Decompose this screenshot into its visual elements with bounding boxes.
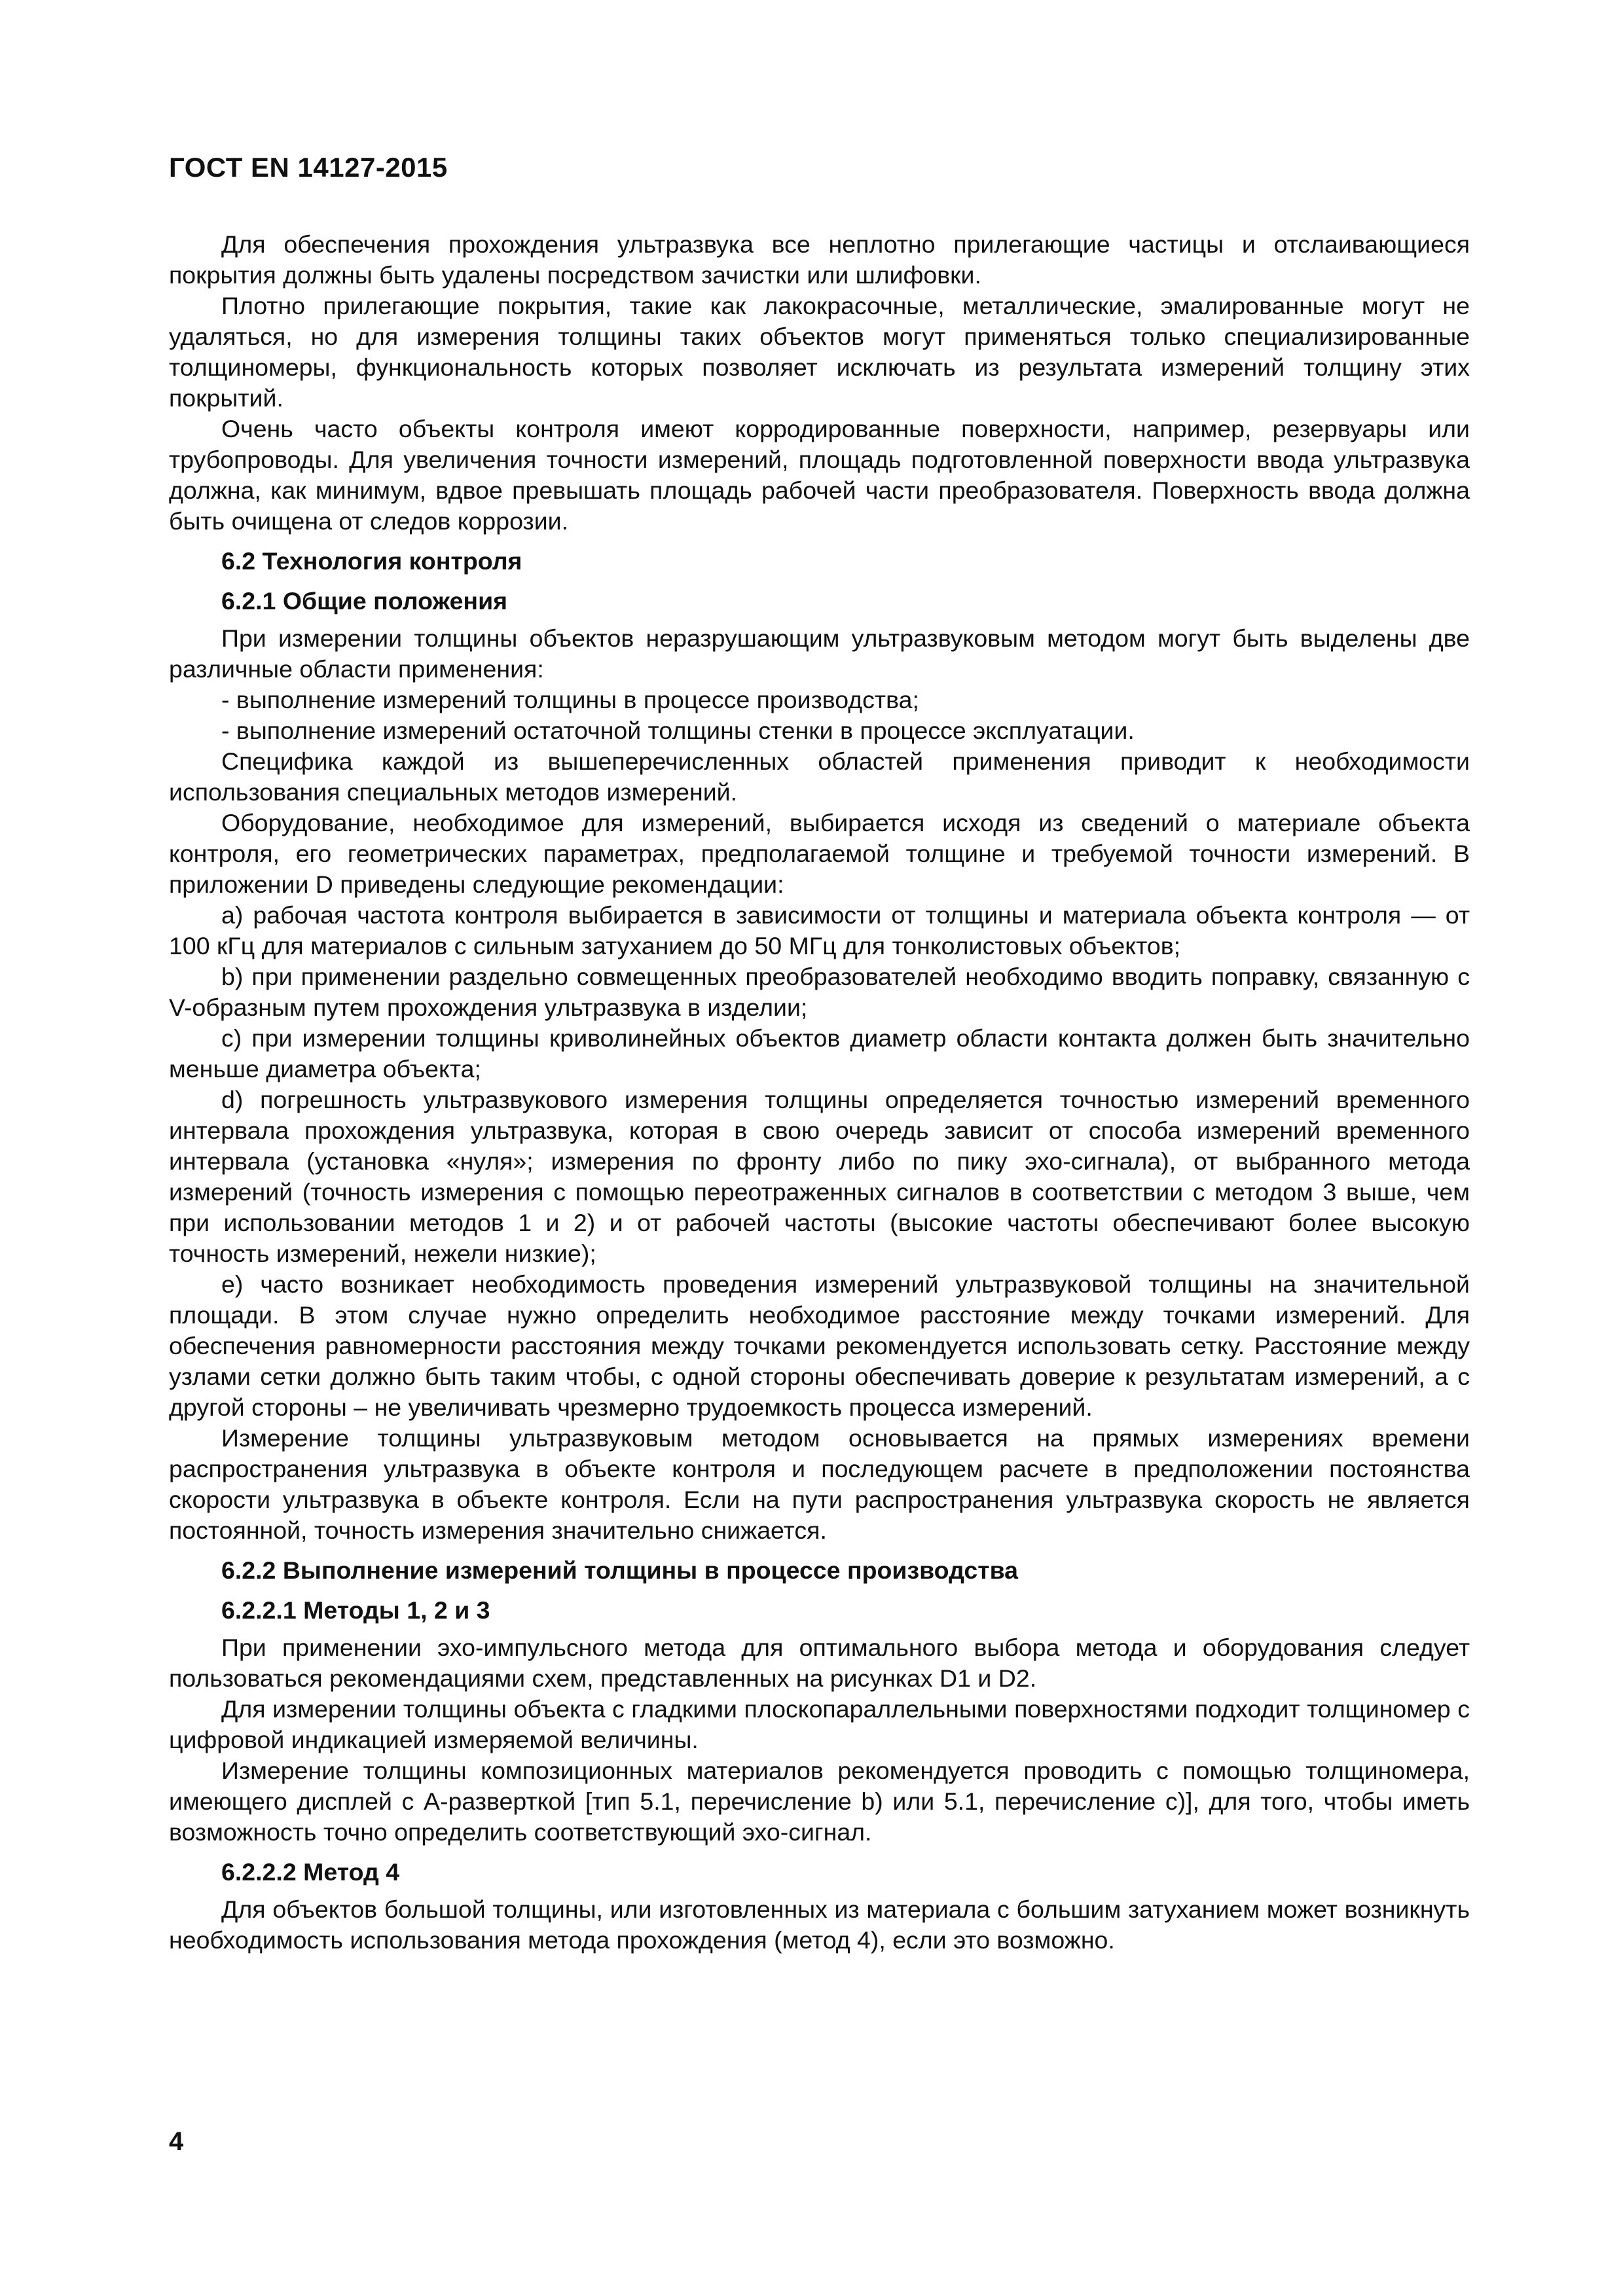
- subsection-heading: 6.2.1 Общие положения: [221, 587, 508, 615]
- list-item: - выполнение измерений толщины в процессе производства;: [221, 686, 919, 713]
- document-header: ГОСТ EN 14127-2015: [169, 152, 448, 183]
- list-item: b) при применении раздельно совмещенных преобразователей необходимо вводить поправку, связанную с V-образным путем прохождения ультразвука в изделии;: [169, 963, 1470, 1021]
- paragraph: Очень часто объекты контроля имеют корродированные поверхности, например, резервуары или трубопроводы. Для увеличения точности измерений, площадь подготовленной поверхности ввода ультразвука должна, как минимум, вдвое превышать площадь рабочей части преобразователя. Поверхность ввода должна быть очищена от следов коррозии.: [169, 415, 1470, 535]
- paragraph: Оборудование, необходимое для измерений, выбирается исходя из сведений о материале объекта контроля, его геометрических параметрах, предполагаемой толщине и требуемой точности измерений. В приложении D приведены следующие рекомендации:: [169, 809, 1470, 898]
- paragraph: При измерении толщины объектов неразрушающим ультразвуковым методом могут быть выделены две различные области применения:: [169, 624, 1470, 683]
- document-body: [169, 229, 1470, 1956]
- paragraph: Для объектов большой толщины, или изготовленных из материала с большим затуханием может возникнуть необходимость использования метода прохождения (метод 4), если это возможно.: [169, 1895, 1470, 1954]
- list-item: d) погрешность ультразвукового измерения толщины определяется точностью измерений временного интервала прохождения ультразвука, которая в свою очередь зависит от способа измерений временного интервала (установка «нуля»; измерения по фронту либо по пику эхо-сигнала), от выбранного метода измерений (точность измерения с помощью переотраженных сигналов в соответствии с методом 3 выше, чем при использовании методов 1 и 2) и от рабочей частоты (высокие частоты обеспечивают более высокую точность измерений, нежели низкие);: [169, 1086, 1470, 1267]
- list-item: e) часто возникает необходимость проведения измерений ультразвуковой толщины на значительной площади. В этом случае нужно определить необходимое расстояние между точками измерений. Для обеспечения равномерности расстояния между точками рекомендуется использовать сетку. Расстояние между узлами сетки должно быть таким чтобы, с одной стороны обеспечивать доверие к результатам измерений, а с другой стороны – не увеличивать чрезмерно трудоемкость процесса измерений.: [169, 1270, 1470, 1421]
- page-number: 4: [169, 2127, 184, 2156]
- list-item: c) при измерении толщины криволинейных объектов диаметр области контакта должен быть значительно меньше диаметра объекта;: [169, 1024, 1470, 1083]
- paragraph: При применении эхо-импульсного метода для оптимального выбора метода и оборудования следует пользоваться рекомендациями схем, представленных на рисунках D1 и D2.: [169, 1634, 1470, 1692]
- paragraph: Специфика каждой из вышеперечисленных областей применения приводит к необходимости использования специальных методов измерений.: [169, 747, 1470, 806]
- paragraph: Плотно прилегающие покрытия, такие как лакокрасочные, металлические, эмалированные могут не удаляться, но для измерения толщины таких объектов могут применяться только специализированные толщиномеры, функциональность которых позволяет исключать из результата измерений толщину этих покрытий.: [169, 292, 1470, 412]
- section-heading: 6.2 Технология контроля: [221, 547, 522, 575]
- list-item: a) рабочая частота контроля выбирается в зависимости от толщины и материала объекта контроля — от 100 кГц для материалов с сильным затуханием до 50 МГц для тонколистовых объектов;: [169, 901, 1470, 960]
- paragraph: Измерение толщины ультразвуковым методом основывается на прямых измерениях времени распространения ультразвука в объекте контроля и последующем расчете в предположении постоянства скорости ультразвука в объекте контроля. Если на пути распространения ультразвука скорость не является постоянной, точность измерения значительно снижается.: [169, 1424, 1470, 1544]
- subsection-heading: 6.2.2.2 Метод 4: [221, 1858, 400, 1886]
- list-item: - выполнение измерений остаточной толщины стенки в процессе эксплуатации.: [221, 717, 1135, 744]
- subsection-heading: 6.2.2 Выполнение измерений толщины в процессе производства: [221, 1556, 1019, 1584]
- paragraph: Для измерении толщины объекта с гладкими плоскопараллельными поверхностями подходит толщиномер с цифровой индикацией измеряемой величины.: [169, 1695, 1470, 1753]
- paragraph: Для обеспечения прохождения ультразвука все неплотно прилегающие частицы и отслаивающиеся покрытия должны быть удалены посредством зачистки или шлифовки.: [169, 230, 1470, 289]
- subsection-heading: 6.2.2.1 Методы 1, 2 и 3: [221, 1596, 490, 1624]
- paragraph: Измерение толщины композиционных материалов рекомендуется проводить с помощью толщиномера, имеющего дисплей с А-разверткой [тип 5.1, перечисление b) или 5.1, перечисление c)], для того, чтобы иметь возможность точно определить соответствующий эхо-сигнал.: [169, 1757, 1470, 1846]
